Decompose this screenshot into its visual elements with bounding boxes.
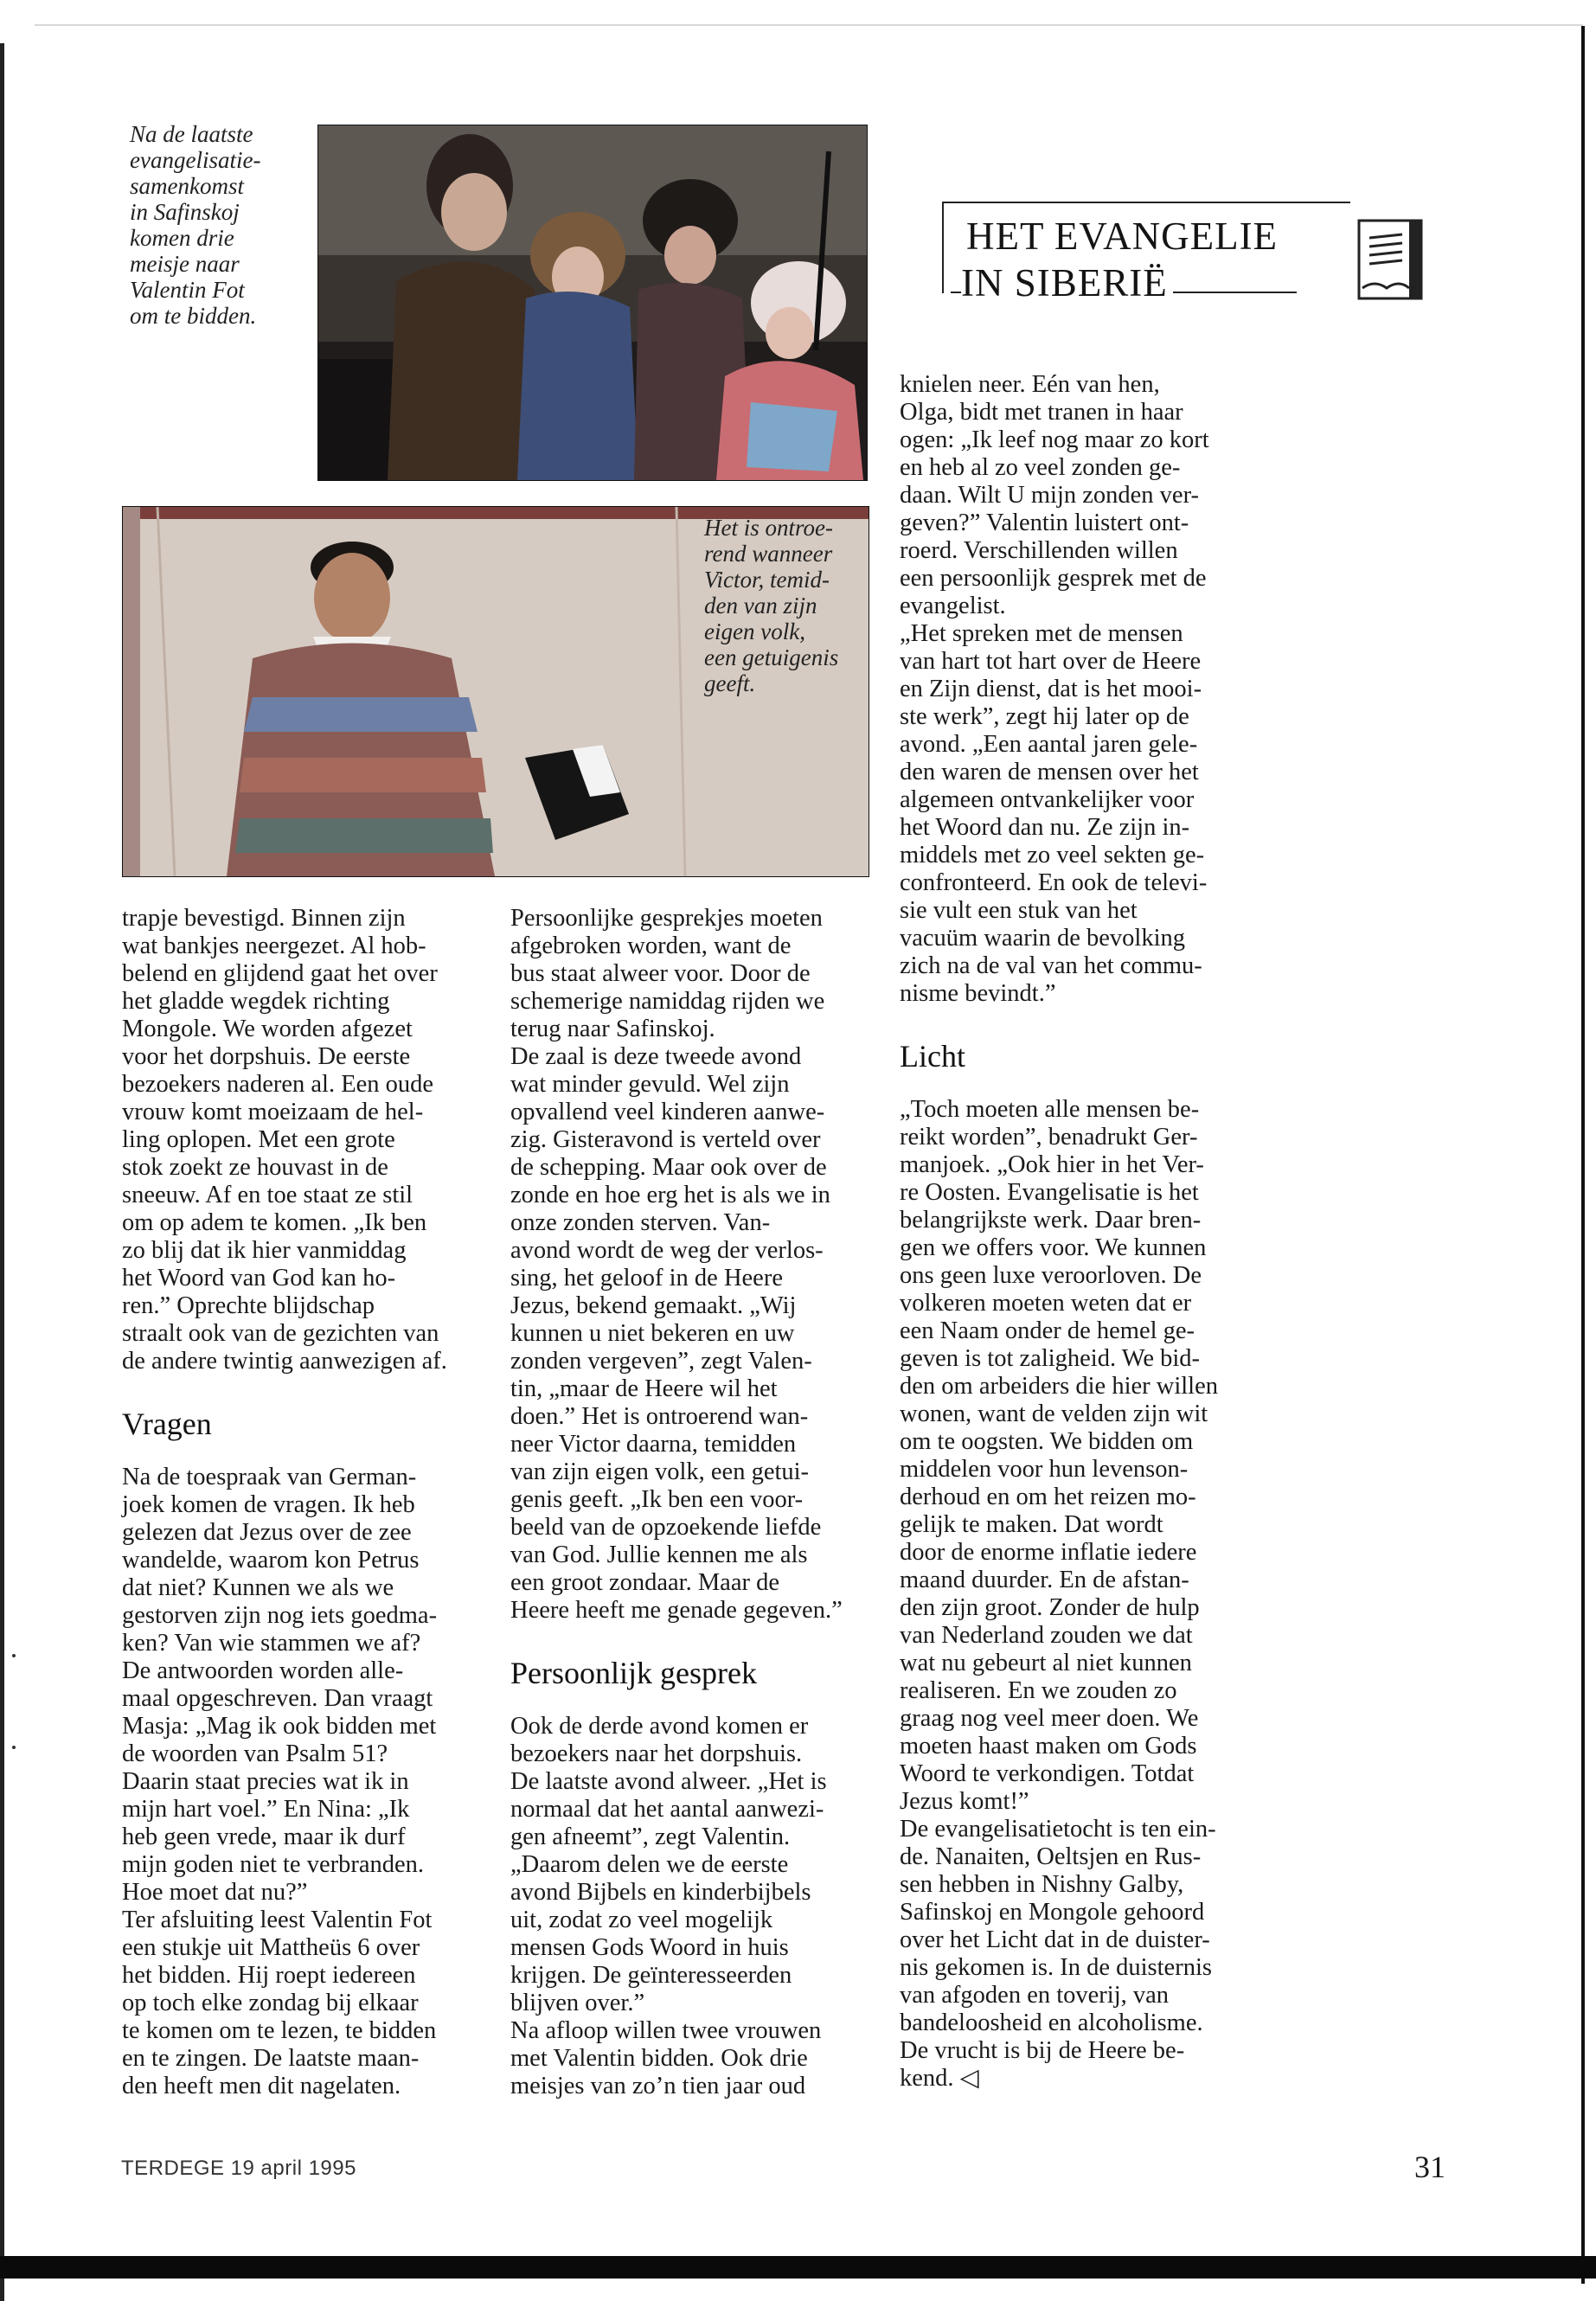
subheading-persoonlijk-gesprek: Persoonlijk gesprek — [510, 1656, 757, 1690]
section-header — [942, 202, 1426, 314]
column-3-paragraph-1: knielen neer. Eén van hen, Olga, bidt met tranen in haar ogen: „Ik leef nog maar zo kort en heb al zo veel zonden ge- daan. Wilt U mijn zonden ver- geven?” Valentin luistert ont- roerd. Verschillenden willen een persoonlijk gesprek met de evangelist. „Het spreken met de mensen van hart tot hart over de Heere en Zijn dienst, dat is het mooi- ste werk”, zegt hij later op de avond. „Een aantal jaren gele- den waren de mensen over het algemeen ontvankelijker voor het Woord dan nu. Ze zijn in- middels met zo veel sekten ge- confronteerd. En ook de televi- sie vult een stuk van het vacuüm waarin de bevolking zich na de val van het commu- nisme bevindt.” — [900, 371, 1209, 1007]
column-2-paragraph-1: Persoonlijke gesprekjes moeten afgebroken worden, want de bus staat alweer voor. Door de schemerige namiddag rijden we terug naar Safinskoj. De zaal is deze tweede avond wat minder gevuld. Wel zijn opvallend veel kinderen aanwe- zig. Gisteravond is verteld over de schepping. Maar ook over de zonde en hoe erg het is als we in onze zonden sterven. Van- avond wordt de weg der verlos- sing, het geloof in de Heere Jezus, bekend gemaakt. „Wij kunnen u niet bekeren en uw zonden vergeven”, zegt Valen- tin, „maar de Heere wil het doen.” Het is ontroerend wan- neer Victor daarna, temidden van zijn eigen volk, een getui- genis geeft. „Ik ben een voor- beeld van de opzoekende liefde van God. Jullie kennen me als een groot zondaar. Maar de Heere heeft me genade gegeven.” — [510, 905, 843, 1624]
right-scan-edge — [1581, 26, 1585, 2284]
column-1-paragraph-2: Na de toespraak van German- joek komen de vragen. Ik heb gelezen dat Jezus over de zee wandelde, waarom kon Petrus dat niet? Kunnen we als we gestorven zijn nog iets goedma- ken? Van wie stammen we af? De antwoorden worden alle- maal opgeschreven. Dan vraagt Masja: „Mag ik ook bidden met de woorden van Psalm 51? Daarin staat precies wat ik in mijn hart voel.” En Nina: „Ik heb geen vrede, maar ik durf mijn goden niet te verbranden. Hoe moet dat nu?” Ter afsluiting leest Valentin Fot een stukje uit Mattheüs 6 over het bidden. Hij roept iedereen op toch elke zondag bij elkaar te komen om te lezen, te bidden en te zingen. De laatste maan- den heeft men dit nagelaten. — [122, 1464, 438, 2099]
subheading-vragen: Vragen — [122, 1407, 212, 1441]
caption-photo-1: Na de laatste evangelisatie- samenkomst in Safinskoj komen drie meisje naar Valentin Fot om te bidden. — [130, 121, 261, 329]
caption-photo-2: Het is ontroe- rend wanneer Victor, temid- den van zijn eigen volk, een getuigenis geeft. — [704, 515, 839, 696]
column-1-paragraph-1: trapje bevestigd. Binnen zijn wat bankjes neergezet. Al hob- belend en glijdend gaat het over het gladde wegdek richting Mongole. We worden afgezet voor het dorpshuis. De eerste bezoekers naderen al. Een oude vrouw komt moeizaam de hel- ling oplopen. Met een grote stok zoekt ze houvast in de sneeuw. Af en toe staat ze stil om op adem te komen. „Ik ben zo blij dat ik hier vanmiddag het Woord van God kan ho- ren.” Oprechte blijdschap straalt ook van de gezichten van de andere twintig aanwezigen af. — [122, 905, 447, 1375]
subheading-licht: Licht — [900, 1039, 965, 1074]
article-column-2 — [510, 905, 882, 2100]
scan-speck — [12, 1746, 16, 1749]
footer-magazine-date: TERDEGE 19 april 1995 — [121, 2157, 356, 2180]
article-column-1 — [122, 905, 485, 2100]
page-number: 31 — [1414, 2150, 1445, 2184]
column-3-paragraph-2: „Toch moeten alle mensen be- reikt worden”, benadrukt Ger- manjoek. „Ook hier in het Ver- re Oosten. Evangelisatie is het belangrijkste werk. Daar bren- gen we offers voor. We kunnen ons geen luxe veroorloven. De volkeren moeten weten dat er een Naam onder de hemel ge- geven is tot zaligheid. We bid- den om arbeiders die hier willen wonen, want de velden zijn wit om te oogsten. We bidden om middelen voor hun levenson- derhoud en om het reizen mo- gelijk te maken. Dat wordt door de enorme inflatie iedere maand duurder. En de afstan- den zijn groot. Zonder de hulp van Nederland zouden we dat wat nu gebeurt al niet kunnen realiseren. En we zouden zo graag nog veel meer doen. We moeten haast maken om Gods Woord te verkondigen. Totdat Jezus komt!” De evangelisatietocht is ten ein- de. Nanaiten, Oeltsjen en Rus- sen hebben in Nishny Galby, Safinskoj en Mongole gehoord over het Licht dat in de duister- nis gekomen is. In de duisternis van afgoden en toverij, van bandeloosheid en alcoholisme. De vrucht is bij de Heere be- kend. ◁ — [900, 1096, 1218, 2092]
top-hairline — [35, 24, 1583, 26]
left-scan-edge — [0, 43, 4, 2301]
scan-speck — [12, 1654, 16, 1657]
article-column-3 — [900, 371, 1263, 2093]
column-2-paragraph-2: Ook de derde avond komen er bezoekers naar het dorpshuis. De laatste avond alweer. „Het is normaal dat het aantal aanwezi- gen afneemt”, zegt Valentin. „Daarom delen we de eerste avond Bijbels en kinderbijbels uit, zodat zo veel mogelijk mensen Gods Woord in huis krijgen. De geïnteresseerden blijven over.” Na afloop willen twee vrouwen met Valentin bidden. Ook drie meisjes van zo’n tien jaar oud — [510, 1713, 827, 2099]
open-book-icon — [1357, 219, 1423, 300]
section-title-line-1: HET EVANGELIE — [966, 215, 1279, 258]
section-title-line-2: IN SIBERIË — [961, 262, 1173, 304]
bottom-scan-edge — [0, 2256, 1596, 2279]
photo-girls-praying — [317, 125, 868, 481]
